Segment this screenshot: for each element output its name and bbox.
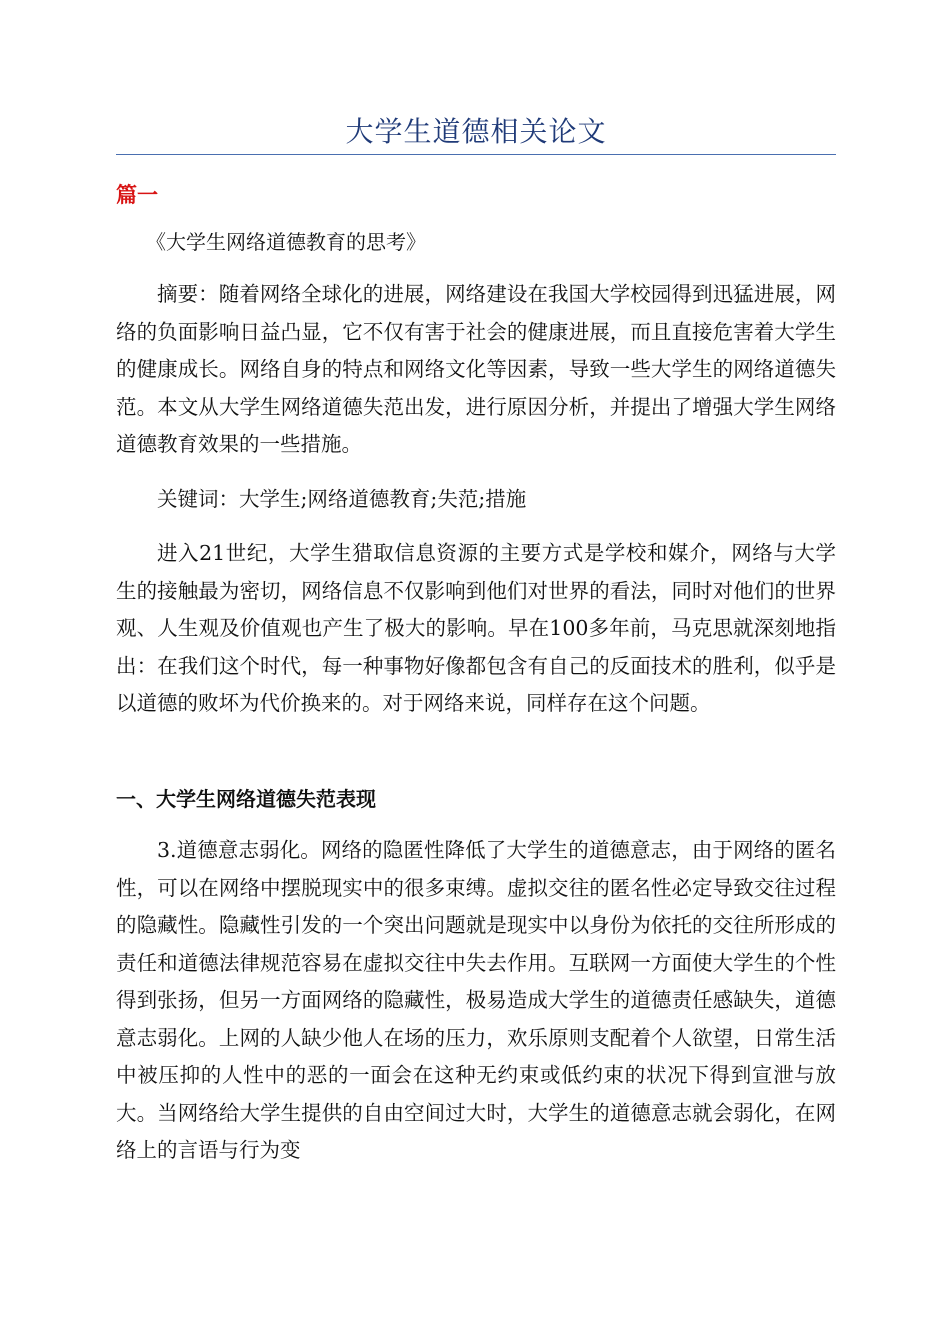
title-underline	[116, 154, 836, 155]
article-title: 《大学生网络道德教育的思考》	[146, 230, 426, 254]
document-title: 大学生道德相关论文	[345, 115, 607, 148]
abstract-paragraph: 摘要：随着网络全球化的进展，网络建设在我国大学校园得到迅猛进展，网络的负面影响日益凸显，它不仅有害于社会的健康进展，而且直接危害着大学生的健康成长。网络自身的特点和网络文化等因素，导致一些大学生的网络道德失范。本文从大学生网络道德失范出发，进行原因分析，并提出了增强大学生网络道德教育效果的一些措施。	[116, 282, 836, 456]
section-label: 篇一	[116, 183, 158, 207]
keywords-paragraph: 关键词：大学生;网络道德教育;失范;措施	[157, 487, 527, 511]
intro-paragraph: 进入21世纪，大学生猎取信息资源的主要方式是学校和媒介，网络与大学生的接触最为密切，网络信息不仅影响到他们对世界的看法，同时对他们的世界观、人生观及价值观也产生了极大的影响。早在100多年前，马克思就深刻地指出：在我们这个时代，每一种事物好像都包含有自己的反面技术的胜利，似乎是以道德的败坏为代价换来的。对于网络来说，同样存在这个问题。	[116, 541, 836, 715]
body-paragraph: 3.道德意志弱化。网络的隐匿性降低了大学生的道德意志，由于网络的匿名性，可以在网络中摆脱现实中的很多束缚。虚拟交往的匿名性必定导致交往过程的隐藏性。隐藏性引发的一个突出问题就是现实中以身份为依托的交往所形成的责任和道德法律规范容易在虚拟交往中失去作用。互联网一方面使大学生的个性得到张扬，但另一方面网络的隐藏性，极易造成大学生的道德责任感缺失，道德意志弱化。上网的人缺少他人在场的压力，欢乐原则支配着个人欲望，日常生活中被压抑的人性中的恶的一面会在这种无约束或低约束的状况下得到宣泄与放大。当网络给大学生提供的自由空间过大时，大学生的道德意志就会弱化，在网络上的言语与行为变	[116, 838, 836, 1162]
section-heading: 一、大学生网络道德失范表现	[116, 787, 376, 811]
